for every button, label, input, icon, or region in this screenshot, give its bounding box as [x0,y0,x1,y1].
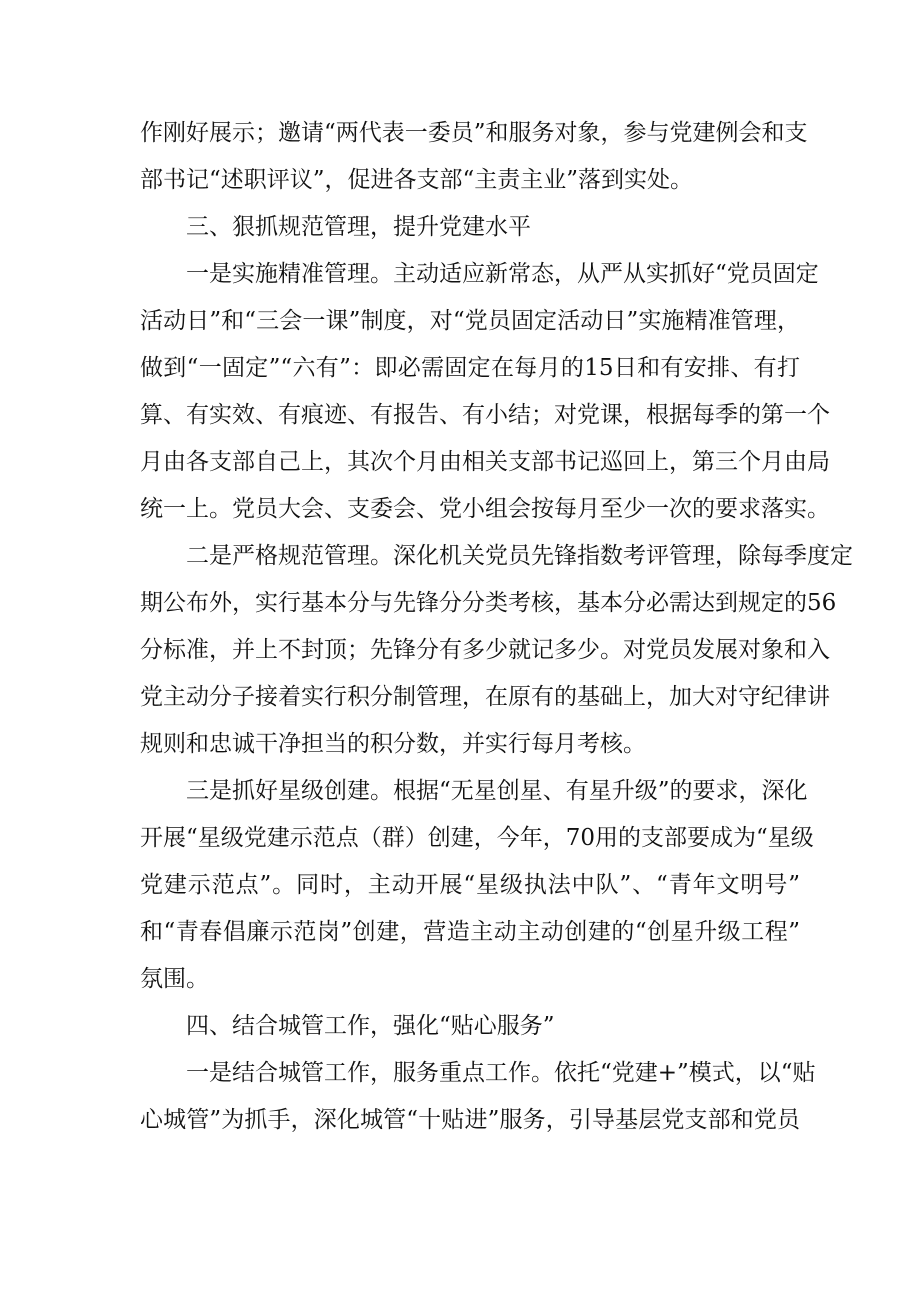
text-line: 统一上。党员大会、支委会、党小组会按每月至少一次的要求落实。 [140,496,830,522]
text-line: 和“青春倡廉示范岗”创建，营造主动主动创建的“创星升级工程” [140,919,800,945]
text-line: 规则和忠诚干净担当的积分数，并实行每月考核。 [140,731,646,757]
text-line: 作刚好展示；邀请“两代表一委员”和服务对象，参与党建例会和支 [140,120,808,146]
text-line: 部书记“述职评议”，促进各支部“主责主业”落到实处。 [140,167,694,193]
text-line: 月由各支部自己上，其次个月由相关支部书记巡回上，第三个月由局 [140,449,830,475]
text-line: 分标准，并上不封顶；先锋分有多少就记多少。对党员发展对象和入 [140,637,830,663]
text-line: 一是结合城管工作，服务重点工作。依托“党建+”模式，以“贴 [186,1060,816,1086]
text-line: 一是实施精准管理。主动适应新常态，从严从实抓好“党员固定 [186,261,819,287]
text-line: 心城管”为抓手，深化城管“十贴进”服务，引导基层党支部和党员 [140,1107,800,1133]
section-heading: 三、狠抓规范管理，提升党建水平 [186,214,531,240]
text-line: 期公布外，实行基本分与先锋分分类考核，基本分必需达到规定的56 [140,590,837,616]
text-line: 氛围。 [140,966,209,992]
section-heading: 四、结合城管工作，强化“贴心服务” [186,1013,555,1039]
text-line: 做到“一固定”“六有”：即必需固定在每月的15日和有安排、有打 [140,355,800,381]
text-line: 算、有实效、有痕迹、有报告、有小结；对党课，根据每季的第一个 [140,402,830,428]
text-line: 党建示范点”。同时，主动开展“星级执法中队”、“青年文明号” [140,872,800,898]
document-body [140,110,853,1144]
text-line: 活动日”和“三会一课”制度，对“党员固定活动日”实施精准管理， [140,308,800,334]
text-line: 开展“星级党建示范点（群）创建，今年，70用的支部要成为“星级 [140,825,814,851]
text-line: 二是严格规范管理。深化机关党员先锋指数考评管理，除每季度定 [186,543,853,569]
text-line: 三是抓好星级创建。根据“无星创星、有星升级”的要求，深化 [186,778,808,804]
text-line: 党主动分子接着实行积分制管理，在原有的基础上，加大对守纪律讲 [140,684,830,710]
